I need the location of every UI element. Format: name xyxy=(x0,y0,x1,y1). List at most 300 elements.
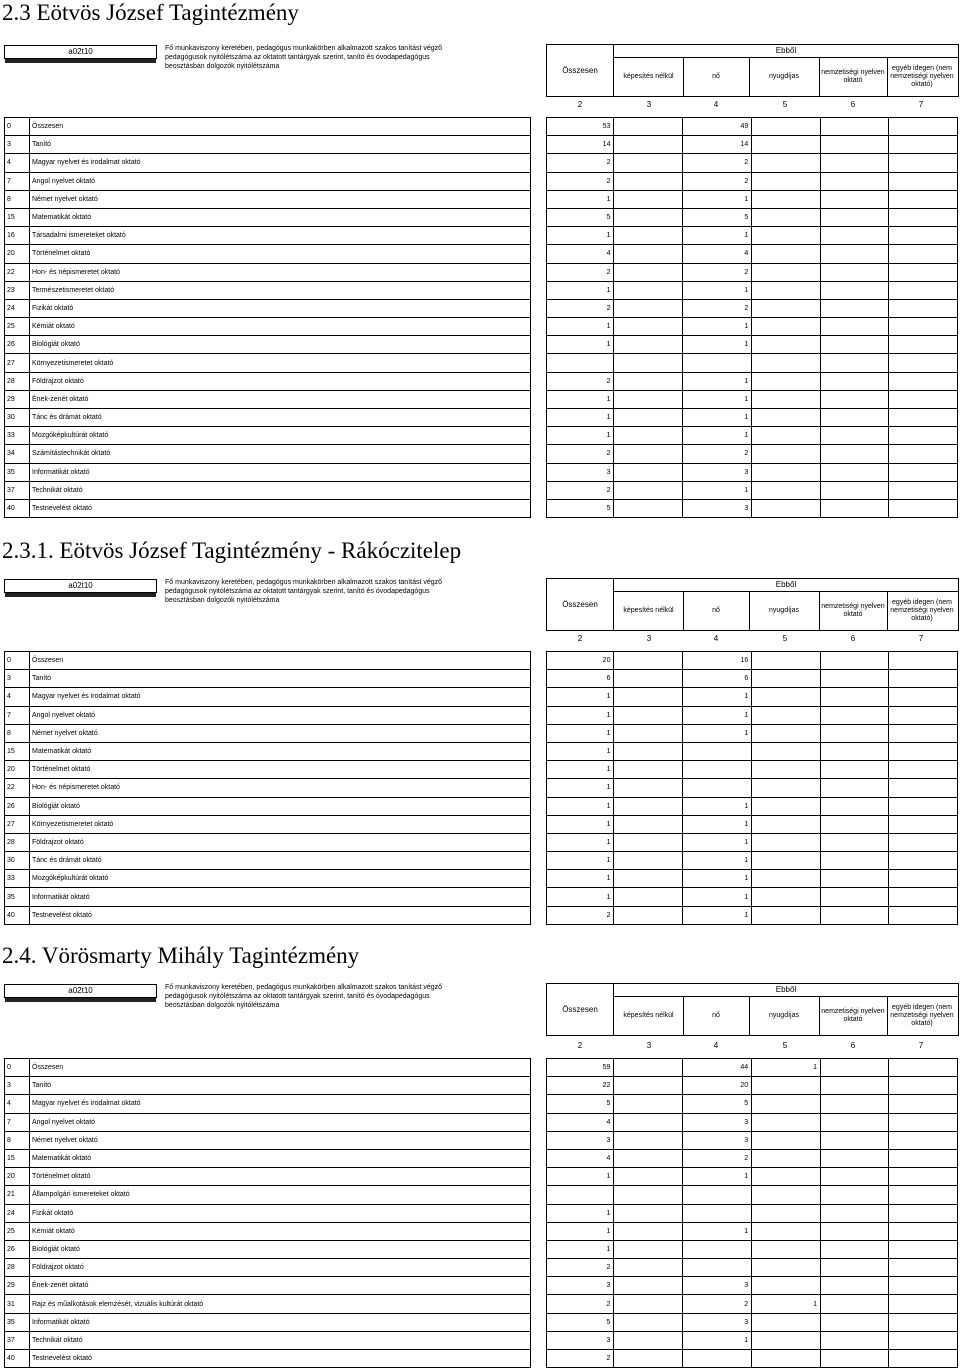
column-number: 6 xyxy=(850,1041,856,1050)
cell-empty xyxy=(820,299,889,317)
table-row xyxy=(5,1331,531,1349)
sub-column-header: képesítés nélkül xyxy=(614,58,684,96)
row-code: 28 xyxy=(5,833,30,851)
cell-nyug xyxy=(752,688,821,706)
table-row xyxy=(5,463,531,481)
cell-empty xyxy=(614,1131,682,1149)
cell-total: 1 xyxy=(547,227,614,245)
cell-empty xyxy=(820,463,889,481)
cell-nyug xyxy=(752,1113,821,1131)
cell-empty xyxy=(820,445,889,463)
cell-empty xyxy=(614,390,683,408)
cell-empty xyxy=(820,724,889,742)
row-label: Magyar nyelvet és irodalmat oktató xyxy=(30,688,531,706)
cell-total: 2 xyxy=(547,481,614,499)
cell-no: 1 xyxy=(683,870,752,888)
column-number: 3 xyxy=(646,100,652,109)
row-label: Mozgóképkultúrát oktató xyxy=(30,427,531,445)
table-row xyxy=(5,670,531,688)
cell-no: 49 xyxy=(683,118,752,136)
cell-nyug xyxy=(752,906,821,924)
cell-total: 4 xyxy=(547,1113,614,1131)
cell-no: 3 xyxy=(682,1113,751,1131)
cell-empty xyxy=(889,372,958,390)
row-code: 0 xyxy=(5,118,30,136)
column-number: 7 xyxy=(918,1041,924,1050)
column-number: 3 xyxy=(646,634,652,643)
cell-empty xyxy=(820,390,889,408)
cell-empty xyxy=(820,154,889,172)
table-row xyxy=(547,1350,958,1368)
cell-empty xyxy=(889,1313,958,1331)
table-row xyxy=(547,1113,958,1131)
form-description: Fő munkaviszony keretében, pedagógus munkakörben alkalmazott szakos tanítást végző pedagógusok nyitólétszáma az oktatott tantárgyak szerint, tanító és óvodapedagógus beosztásban dolgozók nyitólétszáma xyxy=(165,45,443,70)
table-row xyxy=(5,706,531,724)
cell-empty xyxy=(614,1204,682,1222)
table-row xyxy=(547,245,958,263)
cell-empty xyxy=(614,499,683,517)
row-code: 4 xyxy=(5,688,30,706)
table-row xyxy=(547,797,958,815)
row-code: 35 xyxy=(5,463,30,481)
row-code: 25 xyxy=(5,1222,30,1240)
cell-total: 1 xyxy=(547,888,614,906)
cell-no: 1 xyxy=(683,227,752,245)
table-row xyxy=(5,1077,531,1095)
cell-nyug xyxy=(752,1313,821,1331)
row-label: Magyar nyelvet és irodalmat oktató xyxy=(30,154,531,172)
cell-empty xyxy=(614,463,683,481)
cell-total xyxy=(547,1186,614,1204)
cell-total: 20 xyxy=(547,652,614,670)
cell-nyug xyxy=(752,481,821,499)
row-code: 28 xyxy=(5,372,30,390)
table-row xyxy=(547,1277,958,1295)
values-table xyxy=(546,651,958,925)
cell-nyug xyxy=(752,499,821,517)
cell-empty xyxy=(614,742,683,760)
table-row xyxy=(547,208,958,226)
cell-nyug xyxy=(752,815,821,833)
cell-nyug xyxy=(752,779,821,797)
row-code: 26 xyxy=(5,1240,30,1258)
sub-column-header: képesítés nélkül xyxy=(614,997,684,1035)
table-row xyxy=(5,833,531,851)
column-number: 5 xyxy=(782,1041,788,1050)
row-code: 26 xyxy=(5,797,30,815)
cell-empty xyxy=(614,354,683,372)
row-label: Hon- és népismeretet oktató xyxy=(30,263,531,281)
cell-nyug xyxy=(752,742,821,760)
row-code: 21 xyxy=(5,1186,30,1204)
table-row xyxy=(5,742,531,760)
row-code: 37 xyxy=(5,1331,30,1349)
table-row xyxy=(5,1259,531,1277)
row-label: Testnevelést oktató xyxy=(30,1350,531,1368)
cell-no: 1 xyxy=(683,481,752,499)
column-number: 7 xyxy=(918,100,924,109)
cell-total: 1 xyxy=(547,1204,614,1222)
cell-empty xyxy=(821,1113,889,1131)
cell-empty xyxy=(889,481,958,499)
row-label: Földrajzot oktató xyxy=(30,833,531,851)
table-row xyxy=(5,499,531,517)
table-row xyxy=(547,870,958,888)
table-row xyxy=(547,833,958,851)
cell-empty xyxy=(614,190,683,208)
row-label: Angol nyelvet oktató xyxy=(30,172,531,190)
cell-no xyxy=(683,742,752,760)
row-code: 8 xyxy=(5,724,30,742)
cell-empty xyxy=(889,1168,958,1186)
cell-no: 1 xyxy=(683,888,752,906)
cell-nyug xyxy=(752,870,821,888)
cell-empty xyxy=(820,797,889,815)
table-row xyxy=(547,427,958,445)
cell-no: 1 xyxy=(683,797,752,815)
cell-nyug xyxy=(752,372,821,390)
cell-no xyxy=(682,1204,751,1222)
table-row xyxy=(5,1131,531,1149)
cell-no: 1 xyxy=(683,190,752,208)
cell-empty xyxy=(614,870,683,888)
table-row xyxy=(547,463,958,481)
cell-no: 1 xyxy=(682,1168,751,1186)
cell-nyug xyxy=(752,1095,821,1113)
table-row xyxy=(547,742,958,760)
cell-empty xyxy=(820,779,889,797)
cell-total: 5 xyxy=(547,208,614,226)
table-row xyxy=(5,815,531,833)
cell-no: 44 xyxy=(682,1059,751,1077)
cell-empty xyxy=(821,1077,889,1095)
section-title: 2.4. Vörösmarty Mihály Tagintézmény xyxy=(2,943,360,968)
column-number: 7 xyxy=(918,634,924,643)
table-row xyxy=(5,779,531,797)
cell-empty xyxy=(614,281,683,299)
table-row xyxy=(5,1168,531,1186)
cell-total: 5 xyxy=(547,1313,614,1331)
row-label: Történelmet oktató xyxy=(30,245,531,263)
cell-no xyxy=(682,1350,751,1368)
row-code: 30 xyxy=(5,852,30,870)
table-row xyxy=(5,299,531,317)
cell-no: 20 xyxy=(682,1077,751,1095)
table-row xyxy=(547,390,958,408)
form-code: a02t10 xyxy=(4,45,157,59)
cell-empty xyxy=(820,245,889,263)
table-row xyxy=(547,852,958,870)
cell-empty xyxy=(889,118,958,136)
cell-total: 2 xyxy=(547,263,614,281)
row-label: Társadalmi ismereteket oktató xyxy=(30,227,531,245)
row-label: Német nyelvet oktató xyxy=(30,1131,531,1149)
cell-empty xyxy=(821,1277,889,1295)
cell-total: 4 xyxy=(547,1149,614,1167)
row-code: 8 xyxy=(5,1131,30,1149)
row-label: Tánc és drámát oktató xyxy=(30,852,531,870)
row-code: 33 xyxy=(5,870,30,888)
cell-empty xyxy=(614,481,683,499)
table-row xyxy=(547,190,958,208)
sub-column-header: nő xyxy=(683,997,750,1035)
table-row xyxy=(5,245,531,263)
cell-empty xyxy=(821,1204,889,1222)
cell-total: 59 xyxy=(547,1059,614,1077)
cell-total: 1 xyxy=(547,190,614,208)
table-row xyxy=(547,354,958,372)
row-label: Tánc és drámát oktató xyxy=(30,409,531,427)
cell-total: 1 xyxy=(547,1222,614,1240)
row-label: Földrajzot oktató xyxy=(30,1259,531,1277)
cell-empty xyxy=(889,1259,958,1277)
cell-no xyxy=(682,1259,751,1277)
table-row xyxy=(547,688,958,706)
table-row xyxy=(5,852,531,870)
table-row xyxy=(5,1113,531,1131)
table-row xyxy=(547,1131,958,1149)
col-ebbol: Ebből xyxy=(614,579,958,592)
table-row xyxy=(547,779,958,797)
cell-no xyxy=(683,761,752,779)
row-label: Tanító xyxy=(30,136,531,154)
sub-column-header: nyugdíjas xyxy=(749,592,820,630)
row-code: 7 xyxy=(5,706,30,724)
cell-no: 1 xyxy=(683,688,752,706)
table-row xyxy=(547,1077,958,1095)
cell-empty xyxy=(889,409,958,427)
cell-empty xyxy=(614,1168,682,1186)
cell-empty xyxy=(889,1149,958,1167)
cell-total: 3 xyxy=(547,1131,614,1149)
cell-empty xyxy=(889,354,958,372)
table-row xyxy=(5,870,531,888)
cell-empty xyxy=(889,445,958,463)
cell-nyug xyxy=(752,263,821,281)
cell-empty xyxy=(614,1077,682,1095)
row-code: 35 xyxy=(5,888,30,906)
table-row xyxy=(5,190,531,208)
col-osszesen: Összesen xyxy=(547,579,614,630)
table-row xyxy=(547,299,958,317)
cell-empty xyxy=(889,172,958,190)
cell-nyug xyxy=(752,281,821,299)
cell-empty xyxy=(821,1222,889,1240)
cell-total: 53 xyxy=(547,118,614,136)
table-row xyxy=(547,1222,958,1240)
cell-empty xyxy=(821,1149,889,1167)
cell-empty xyxy=(889,833,958,851)
cell-no: 1 xyxy=(683,318,752,336)
row-code: 3 xyxy=(5,1077,30,1095)
table-row xyxy=(5,688,531,706)
table-row xyxy=(547,1059,958,1077)
cell-empty xyxy=(614,1095,682,1113)
table-row xyxy=(5,1059,531,1077)
cell-empty xyxy=(821,1313,889,1331)
cell-empty xyxy=(821,1350,889,1368)
cell-nyug xyxy=(752,190,821,208)
sub-column-header: egyéb idegen (nem nemzetiségi nyelven oktató) xyxy=(890,65,954,88)
sub-column-header: egyéb idegen (nem nemzetiségi nyelven oktató) xyxy=(890,1004,954,1027)
cell-empty xyxy=(614,1277,682,1295)
cell-empty xyxy=(614,815,683,833)
table-row xyxy=(547,1331,958,1349)
cell-empty xyxy=(889,136,958,154)
cell-empty xyxy=(889,1295,958,1313)
column-numbers xyxy=(0,100,960,114)
cell-total: 1 xyxy=(547,742,614,760)
row-label: Természetismeretet oktató xyxy=(30,281,531,299)
cell-empty xyxy=(821,1331,889,1349)
table-row xyxy=(5,409,531,427)
row-code: 30 xyxy=(5,409,30,427)
cell-nyug xyxy=(752,652,821,670)
table-row xyxy=(547,1168,958,1186)
cell-total: 1 xyxy=(547,1168,614,1186)
table-row xyxy=(547,1095,958,1113)
row-code: 40 xyxy=(5,906,30,924)
row-code: 40 xyxy=(5,1350,30,1368)
table-row xyxy=(547,761,958,779)
table-row xyxy=(5,1095,531,1113)
column-headers xyxy=(546,44,959,97)
row-label: Történelmet oktató xyxy=(30,1168,531,1186)
cell-nyug xyxy=(752,208,821,226)
table-row xyxy=(5,118,531,136)
cell-empty xyxy=(889,1186,958,1204)
cell-total: 1 xyxy=(547,706,614,724)
column-number: 2 xyxy=(577,1041,583,1050)
cell-nyug xyxy=(752,1240,821,1258)
cell-empty xyxy=(889,318,958,336)
cell-empty xyxy=(889,154,958,172)
row-code: 4 xyxy=(5,1095,30,1113)
cell-empty xyxy=(889,888,958,906)
cell-no: 1 xyxy=(683,427,752,445)
cell-empty xyxy=(614,1295,682,1313)
table-row xyxy=(5,1295,531,1313)
cell-empty xyxy=(889,906,958,924)
table-row xyxy=(547,318,958,336)
cell-empty xyxy=(889,797,958,815)
row-code: 27 xyxy=(5,815,30,833)
table-row xyxy=(547,1204,958,1222)
cell-empty xyxy=(820,336,889,354)
cell-empty xyxy=(614,227,683,245)
cell-no: 1 xyxy=(682,1222,751,1240)
cell-no: 2 xyxy=(683,263,752,281)
cell-empty xyxy=(614,1186,682,1204)
table-row xyxy=(5,208,531,226)
cell-nyug xyxy=(752,172,821,190)
cell-total: 1 xyxy=(547,336,614,354)
cell-empty xyxy=(820,652,889,670)
row-code: 34 xyxy=(5,445,30,463)
row-label: Német nyelvet oktató xyxy=(30,724,531,742)
row-label: Magyar nyelvet és irodalmat oktató xyxy=(30,1095,531,1113)
cell-nyug xyxy=(752,227,821,245)
row-label: Környezetismeretet oktató xyxy=(30,815,531,833)
cell-nyug xyxy=(752,318,821,336)
values-table xyxy=(546,117,958,518)
cell-no xyxy=(683,779,752,797)
cell-total: 3 xyxy=(547,1277,614,1295)
table-row xyxy=(5,1149,531,1167)
cell-total: 2 xyxy=(547,1295,614,1313)
row-code: 15 xyxy=(5,742,30,760)
cell-no: 2 xyxy=(683,154,752,172)
cell-total: 2 xyxy=(547,1259,614,1277)
cell-empty xyxy=(614,172,683,190)
table-row xyxy=(547,481,958,499)
cell-no: 1 xyxy=(683,372,752,390)
row-code: 40 xyxy=(5,499,30,517)
row-label: Testnevelést oktató xyxy=(30,499,531,517)
table-row xyxy=(547,172,958,190)
cell-total: 1 xyxy=(547,427,614,445)
cell-nyug xyxy=(752,1131,821,1149)
row-label: Informatikát oktató xyxy=(30,1313,531,1331)
cell-nyug xyxy=(752,245,821,263)
cell-nyug xyxy=(752,445,821,463)
table-row xyxy=(5,154,531,172)
cell-empty xyxy=(889,706,958,724)
row-labels-table xyxy=(4,117,531,518)
cell-nyug xyxy=(752,409,821,427)
cell-empty xyxy=(889,688,958,706)
row-label: Angol nyelvet oktató xyxy=(30,1113,531,1131)
cell-total: 5 xyxy=(547,499,614,517)
section-title: 2.3.1. Eötvös József Tagintézmény - Rákóczitelep xyxy=(2,538,462,563)
row-label: Összesen xyxy=(30,118,531,136)
cell-empty xyxy=(614,208,683,226)
row-code: 3 xyxy=(5,670,30,688)
row-label: Angol nyelvet oktató xyxy=(30,706,531,724)
section-table xyxy=(0,578,960,919)
cell-nyug xyxy=(752,888,821,906)
cell-empty xyxy=(889,652,958,670)
row-code: 24 xyxy=(5,299,30,317)
table-row xyxy=(5,263,531,281)
cell-no xyxy=(682,1186,751,1204)
cell-nyug xyxy=(752,1168,821,1186)
row-code: 26 xyxy=(5,336,30,354)
sub-column-header: nő xyxy=(683,58,750,96)
column-number: 2 xyxy=(577,634,583,643)
cell-total: 1 xyxy=(547,409,614,427)
row-label: Történelmet oktató xyxy=(30,761,531,779)
cell-empty xyxy=(889,1277,958,1295)
cell-total: 1 xyxy=(547,724,614,742)
row-code: 31 xyxy=(5,1295,30,1313)
cell-nyug xyxy=(752,1350,821,1368)
cell-empty xyxy=(889,761,958,779)
cell-no: 1 xyxy=(683,815,752,833)
cell-empty xyxy=(820,888,889,906)
table-row xyxy=(547,1240,958,1258)
cell-no: 3 xyxy=(682,1313,751,1331)
table-row xyxy=(547,1295,958,1313)
row-labels-table xyxy=(4,651,531,925)
cell-no: 5 xyxy=(682,1095,751,1113)
cell-empty xyxy=(614,852,683,870)
row-label: Testnevelést oktató xyxy=(30,906,531,924)
cell-total: 1 xyxy=(547,281,614,299)
col-osszesen: Összesen xyxy=(547,984,614,1035)
cell-nyug xyxy=(752,1259,821,1277)
cell-empty xyxy=(821,1240,889,1258)
